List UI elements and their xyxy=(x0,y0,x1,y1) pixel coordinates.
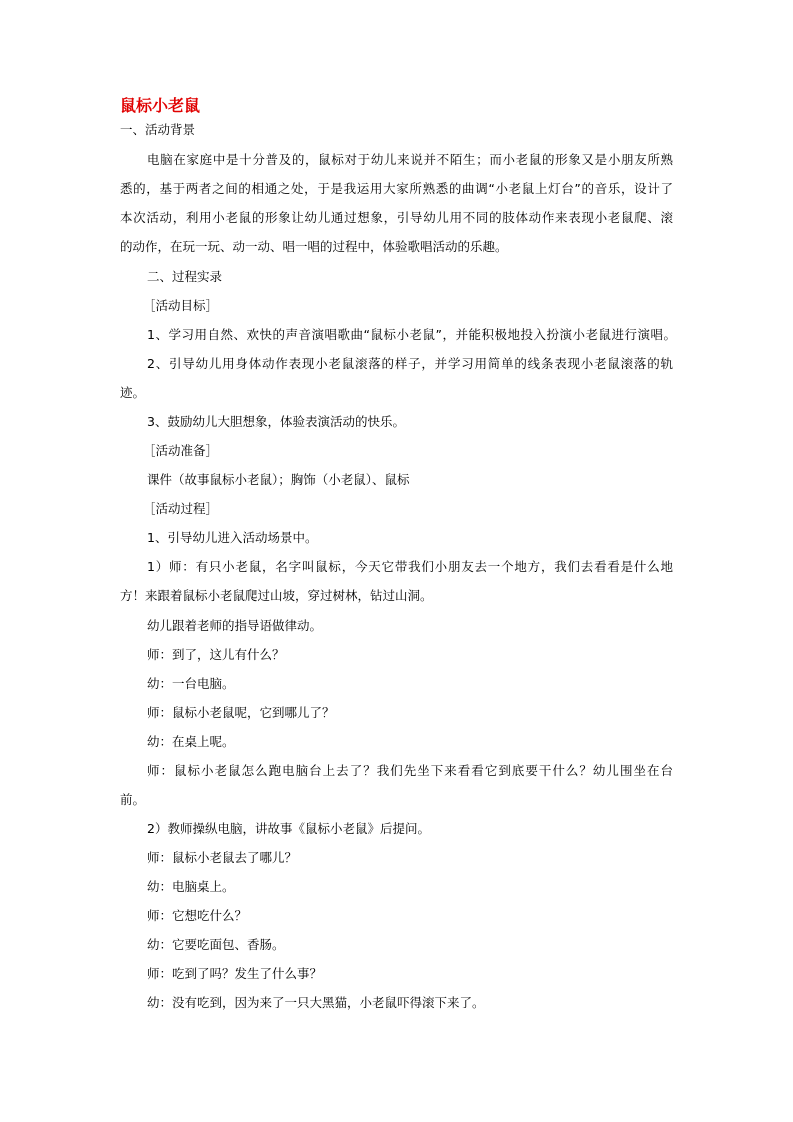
step-item: 1、引导幼儿进入活动场景中。 xyxy=(147,530,318,545)
step-item: 2）教师操纵电脑，讲故事《鼠标小老鼠》后提问。 xyxy=(147,821,430,836)
preparation-text: 课件（故事鼠标小老鼠）；胸饰（小老鼠）、鼠标 xyxy=(147,472,410,487)
dialogue-line: 幼：它要吃面包、香肠。 xyxy=(147,937,285,952)
dialogue-line: 师：鼠标小老鼠呢，它到哪儿了？ xyxy=(147,705,335,720)
goal-item: 3、鼓励幼儿大胆想象，体验表演活动的快乐。 xyxy=(147,414,405,429)
subheading-process: ［活动过程］ xyxy=(143,501,219,516)
paragraph-line: 本次活动，利用小老鼠的形象让幼儿通过想象，引导幼儿用不同的肢体动作来表现小老鼠爬、滚 xyxy=(120,210,673,225)
dialogue-line: 幼：一台电脑。 xyxy=(147,676,235,691)
dialogue-line: 师：鼠标小老鼠怎么跑电脑台上去了？我们先坐下来看看它到底要干什么？幼儿围坐在台 xyxy=(147,763,673,778)
goal-item: 2、引导幼儿用身体动作表现小老鼠滚落的样子，并学习用简单的线条表现小老鼠滚落的轨 xyxy=(147,356,673,371)
dialogue-line: 幼：电脑桌上。 xyxy=(147,879,235,894)
dialogue-line: 幼：在桌上呢。 xyxy=(147,734,235,749)
document-title: 鼠标小老鼠 xyxy=(120,96,201,115)
dialogue-line: 方！来跟着鼠标小老鼠爬过山坡，穿过树林，钻过山洞。 xyxy=(120,588,433,603)
paragraph-line: 的动作，在玩一玩、动一动、唱一唱的过程中，体验歌唱活动的乐趣。 xyxy=(120,239,508,254)
dialogue-line: 幼：没有吃到，因为来了一只大黑猫，小老鼠吓得滚下来了。 xyxy=(147,995,485,1010)
section-heading-background: 一、活动背景 xyxy=(120,122,196,137)
dialogue-line: 幼儿跟着老师的指导语做律动。 xyxy=(147,618,323,633)
dialogue-line: 师：鼠标小老鼠去了哪儿？ xyxy=(147,850,298,865)
goal-item: 1、学习用自然、欢快的声音演唱歌曲“鼠标小老鼠”，并能积极地投入扮演小老鼠进行演唱。 xyxy=(147,327,676,342)
subheading-goals: ［活动目标］ xyxy=(143,298,219,313)
paragraph-line: 电脑在家庭中是十分普及的，鼠标对于幼儿来说并不陌生；而小老鼠的形象又是小朋友所熟 xyxy=(147,152,673,167)
paragraph-line: 悉的，基于两者之间的相通之处，于是我运用大家所熟悉的曲调“小老鼠上灯台”的音乐，设计了 xyxy=(120,181,673,196)
subheading-preparation: ［活动准备］ xyxy=(143,443,219,458)
dialogue-line: 1）师：有只小老鼠，名字叫鼠标，今天它带我们小朋友去一个地方，我们去看看是什么地 xyxy=(147,559,673,574)
section-heading-process: 二、过程实录 xyxy=(147,269,223,284)
dialogue-line: 师：它想吃什么？ xyxy=(147,908,248,923)
dialogue-line: 前。 xyxy=(120,792,146,807)
dialogue-line: 师：吃到了吗？发生了什么事？ xyxy=(147,966,323,981)
goal-item-continued: 迹。 xyxy=(120,385,146,400)
dialogue-line: 师：到了，这儿有什么？ xyxy=(147,647,285,662)
